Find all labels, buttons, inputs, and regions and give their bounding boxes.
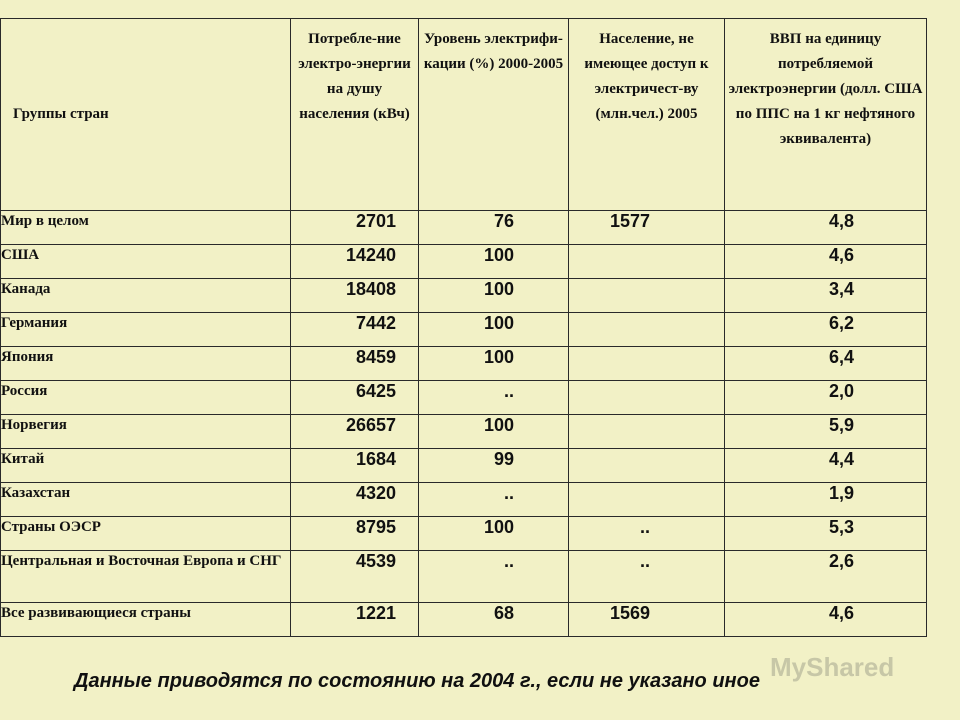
table-row (1, 517, 927, 551)
row-group-name: США (1, 245, 291, 279)
row-electrification: .. (419, 381, 569, 415)
header-gdp: ВВП на единицу потребляемой электроэнергии (долл. США по ППС на 1 кг нефтяного эквивалента) (725, 19, 927, 211)
table-row (1, 551, 927, 603)
row-gdp: 1,9 (725, 483, 927, 517)
header-no-access: Население, не имеющее доступ к электричест-ву (млн.чел.) 2005 (569, 19, 725, 211)
header-groups: Группы стран (1, 19, 291, 211)
table-row (1, 347, 927, 381)
row-consumption: 6425 (291, 381, 419, 415)
row-consumption: 1221 (291, 603, 419, 637)
row-gdp: 6,4 (725, 347, 927, 381)
row-gdp: 5,3 (725, 517, 927, 551)
header-electrification: Уровень электрифи-кации (%) 2000-2005 (419, 19, 569, 211)
row-electrification: 100 (419, 415, 569, 449)
row-no-access (569, 279, 725, 313)
row-electrification: .. (419, 483, 569, 517)
row-consumption: 14240 (291, 245, 419, 279)
row-electrification: 100 (419, 313, 569, 347)
row-electrification: 99 (419, 449, 569, 483)
header-row (1, 19, 927, 211)
row-group-name: Китай (1, 449, 291, 483)
row-no-access (569, 245, 725, 279)
row-electrification: 76 (419, 211, 569, 245)
row-electrification: 100 (419, 517, 569, 551)
table-row (1, 449, 927, 483)
table-row (1, 279, 927, 313)
row-consumption: 18408 (291, 279, 419, 313)
row-consumption: 8795 (291, 517, 419, 551)
row-no-access (569, 381, 725, 415)
row-no-access: .. (569, 551, 725, 603)
row-group-name: Норвегия (1, 415, 291, 449)
row-gdp: 2,0 (725, 381, 927, 415)
watermark-logo: MyShared (770, 652, 895, 682)
row-group-name: Германия (1, 313, 291, 347)
table-row (1, 211, 927, 245)
row-no-access (569, 483, 725, 517)
row-electrification: 68 (419, 603, 569, 637)
row-group-name: Россия (1, 381, 291, 415)
data-table (0, 18, 927, 637)
row-group-name: Япония (1, 347, 291, 381)
table-row (1, 313, 927, 347)
row-consumption: 7442 (291, 313, 419, 347)
row-gdp: 6,2 (725, 313, 927, 347)
row-group-name: Канада (1, 279, 291, 313)
row-gdp: 4,6 (725, 603, 927, 637)
row-consumption: 26657 (291, 415, 419, 449)
row-electrification: .. (419, 551, 569, 603)
row-no-access: .. (569, 517, 725, 551)
row-consumption: 4539 (291, 551, 419, 603)
header-consumption: Потребле-ние электро-энергии на душу населения (кВч) (291, 19, 419, 211)
footnote: Данные приводятся по состоянию на 2004 г., если не указано иное (74, 670, 760, 692)
table-row (1, 603, 927, 637)
row-electrification: 100 (419, 279, 569, 313)
table-row (1, 245, 927, 279)
row-consumption: 8459 (291, 347, 419, 381)
row-gdp: 3,4 (725, 279, 927, 313)
row-group-name: Казахстан (1, 483, 291, 517)
row-electrification: 100 (419, 347, 569, 381)
table-row (1, 483, 927, 517)
row-no-access: 1569 (569, 603, 725, 637)
table-row (1, 381, 927, 415)
row-gdp: 4,8 (725, 211, 927, 245)
row-group-name: Страны ОЭСР (1, 517, 291, 551)
row-group-name: Центральная и Восточная Европа и СНГ (1, 551, 291, 603)
row-group-name: Все развивающиеся страны (1, 603, 291, 637)
row-gdp: 5,9 (725, 415, 927, 449)
row-group-name: Мир в целом (1, 211, 291, 245)
row-gdp: 4,4 (725, 449, 927, 483)
row-gdp: 2,6 (725, 551, 927, 603)
row-no-access: 1577 (569, 211, 725, 245)
row-no-access (569, 313, 725, 347)
row-consumption: 4320 (291, 483, 419, 517)
row-consumption: 2701 (291, 211, 419, 245)
row-consumption: 1684 (291, 449, 419, 483)
row-gdp: 4,6 (725, 245, 927, 279)
row-no-access (569, 347, 725, 381)
row-electrification: 100 (419, 245, 569, 279)
row-no-access (569, 449, 725, 483)
table-row (1, 415, 927, 449)
row-no-access (569, 415, 725, 449)
